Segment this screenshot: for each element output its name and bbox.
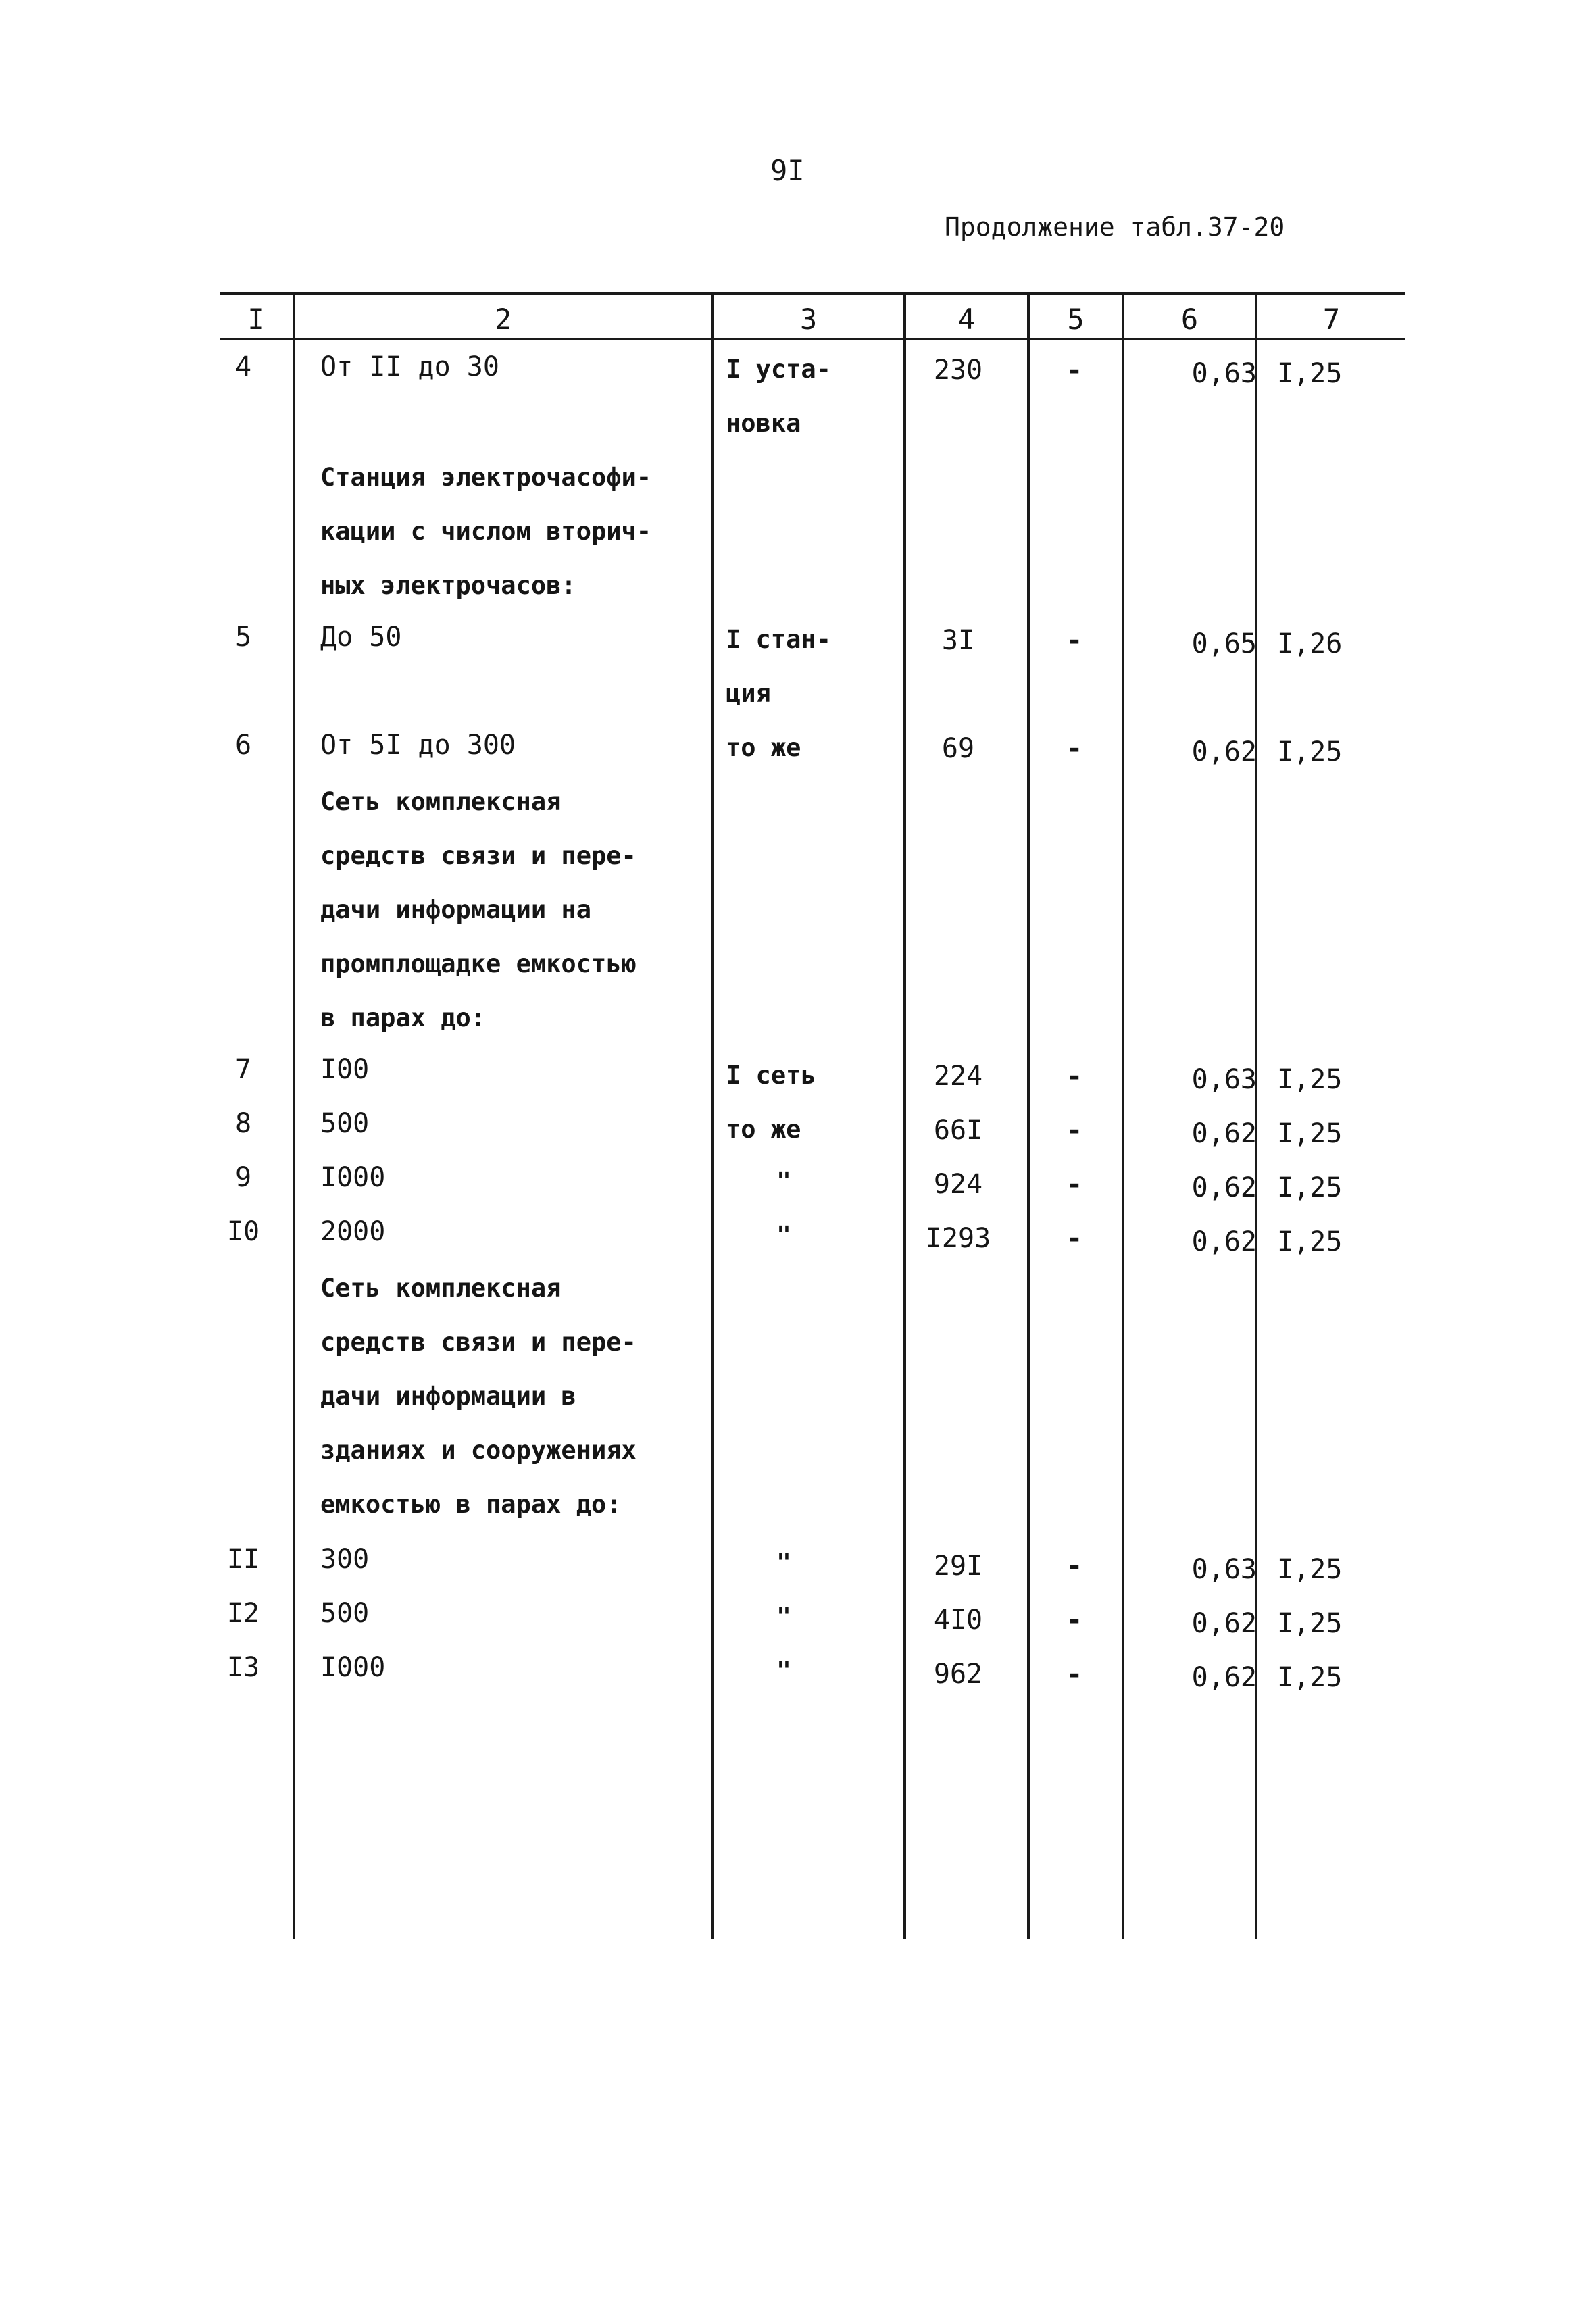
row-value-col5: -: [1066, 1659, 1083, 1690]
section-text: зданиях и сооружениях: [320, 1436, 637, 1465]
header-bottom-rule: [220, 338, 1405, 340]
row-value-col7: I,25: [1277, 1118, 1343, 1149]
row-unit: I сеть: [726, 1061, 816, 1090]
row-value-col4: 924: [933, 1169, 983, 1200]
row-value-col5: -: [1066, 1551, 1083, 1582]
row-value-col5: -: [1066, 1223, 1083, 1254]
header-cell: 5: [1067, 303, 1084, 336]
row-number: 5: [234, 622, 252, 653]
section-text: средств связи и пере-: [320, 1328, 637, 1357]
row-value-col7: I,26: [1277, 628, 1343, 659]
row-unit: то же: [726, 1115, 801, 1144]
row-value-col7: I,25: [1277, 1226, 1343, 1257]
row-value-col5: -: [1066, 733, 1083, 764]
column-divider: [1122, 292, 1124, 1939]
row-value-col4: 69: [941, 733, 975, 764]
row-value-col7: I,25: [1277, 1064, 1343, 1095]
row-value-col6: 0,62: [1191, 1608, 1257, 1639]
header-cell: 2: [494, 303, 512, 336]
row-value-col6: 0,62: [1191, 1226, 1257, 1257]
row-value-col4: 3I: [941, 625, 975, 656]
row-value-col6: 0,62: [1191, 736, 1257, 768]
row-number: 6: [234, 730, 252, 761]
column-divider: [711, 292, 714, 1939]
row-value-col6: 0,62: [1191, 1172, 1257, 1203]
column-divider: [903, 292, 906, 1939]
row-unit-ditto: ": [776, 1657, 791, 1685]
row-number: I2: [226, 1598, 260, 1629]
row-value-col7: I,25: [1277, 1554, 1343, 1585]
row-value-col6: 0,63: [1191, 1064, 1257, 1095]
row-unit: ция: [726, 679, 771, 708]
row-unit-ditto: ": [776, 1222, 791, 1249]
row-value-col5: -: [1066, 1169, 1083, 1200]
row-unit-ditto: ": [776, 1549, 791, 1577]
row-value-col7: I,25: [1277, 1172, 1343, 1203]
row-description: I000: [320, 1652, 386, 1683]
row-value-col5: -: [1066, 1115, 1083, 1146]
row-value-col7: I,25: [1277, 736, 1343, 768]
row-description: I00: [320, 1054, 370, 1085]
section-text: емкостью в парах до:: [320, 1490, 622, 1519]
row-number: I0: [226, 1216, 260, 1247]
table-top-rule: [220, 292, 1405, 295]
row-unit-ditto: ": [776, 1167, 791, 1195]
header-cell: 6: [1180, 303, 1199, 336]
column-divider: [1027, 292, 1030, 1939]
row-value-col6: 0,65: [1191, 628, 1257, 659]
row-value-col5: -: [1066, 1061, 1083, 1092]
row-description: 300: [320, 1544, 370, 1575]
row-value-col5: -: [1066, 355, 1083, 386]
row-unit: новка: [726, 409, 801, 438]
row-value-col4: 224: [933, 1061, 983, 1092]
row-value-col4: 29I: [933, 1551, 983, 1582]
section-text: Сеть комплексная: [320, 787, 562, 816]
row-value-col4: 230: [933, 355, 983, 386]
row-value-col4: 66I: [933, 1115, 983, 1146]
row-unit: то же: [726, 733, 801, 762]
row-value-col6: 0,62: [1191, 1662, 1257, 1693]
page-number: 9I: [770, 154, 805, 187]
section-text: дачи информации на: [320, 895, 591, 924]
row-value-col6: 0,63: [1191, 358, 1257, 389]
section-text: Сеть комплексная: [320, 1274, 562, 1303]
column-divider: [293, 292, 295, 1939]
header-cell: 7: [1322, 303, 1341, 336]
row-number: II: [226, 1544, 260, 1575]
row-value-col4: 962: [933, 1659, 983, 1690]
row-value-col6: 0,63: [1191, 1554, 1257, 1585]
section-text: промплощадке емкостью: [320, 949, 637, 978]
row-description: От II до 30: [320, 351, 499, 382]
row-number: 9: [234, 1162, 252, 1193]
section-text: Станция электрочасофи-: [320, 463, 652, 492]
row-description: 500: [320, 1598, 370, 1629]
section-text: ных электрочасов:: [320, 571, 576, 600]
row-number: 4: [234, 351, 252, 382]
row-number: 7: [234, 1054, 252, 1085]
section-text: в парах до:: [320, 1003, 487, 1032]
row-value-col7: I,25: [1277, 1608, 1343, 1639]
row-unit: I стан-: [726, 625, 831, 654]
row-value-col5: -: [1066, 1605, 1083, 1636]
row-description: От 5I до 300: [320, 730, 516, 761]
row-number: 8: [234, 1108, 252, 1139]
section-text: дачи информации в: [320, 1382, 576, 1411]
row-description: 500: [320, 1108, 370, 1139]
row-value-col7: I,25: [1277, 1662, 1343, 1693]
row-value-col7: I,25: [1277, 358, 1343, 389]
row-value-col6: 0,62: [1191, 1118, 1257, 1149]
section-text: средств связи и пере-: [320, 841, 637, 870]
header-cell: 4: [957, 303, 976, 336]
section-text: кации с числом вторич-: [320, 517, 652, 546]
row-description: До 50: [320, 622, 402, 653]
header-cell: I: [247, 303, 265, 336]
row-description: 2000: [320, 1216, 386, 1247]
row-value-col4: 4I0: [933, 1605, 983, 1636]
row-number: I3: [226, 1652, 260, 1683]
row-value-col4: I293: [925, 1223, 991, 1254]
header-cell: 3: [799, 303, 818, 336]
row-description: I000: [320, 1162, 386, 1193]
row-unit: I уста-: [726, 355, 831, 384]
row-value-col5: -: [1066, 625, 1083, 656]
row-unit-ditto: ": [776, 1603, 791, 1631]
table-continuation-caption: Продолжение табл.37-20: [945, 212, 1285, 242]
